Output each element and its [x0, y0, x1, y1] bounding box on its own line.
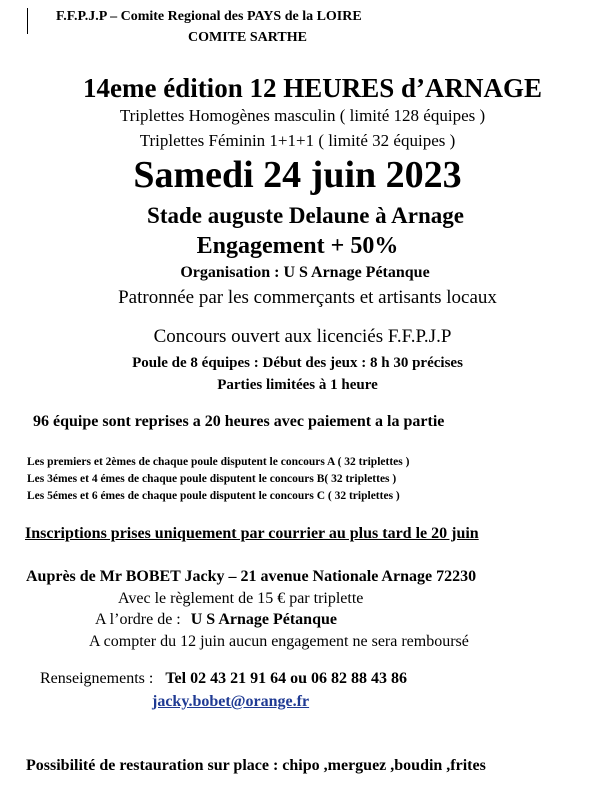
- margin-rule: [27, 8, 28, 34]
- organisation: Organisation : U S Arnage Pétanque: [180, 264, 430, 281]
- pools-start: Poule de 8 équipes : Début des jeux : 8 h 30 précises: [132, 355, 463, 371]
- refund-policy: A compter du 12 juin aucun engagement ne sera remboursé: [89, 633, 469, 650]
- concours-a: Les premiers et 2èmes de chaque poule disputent le concours A ( 32 triplettes ): [27, 456, 410, 468]
- contact-line: [40, 671, 407, 687]
- registration-notice: Inscriptions prises uniquement par courrier au plus tard le 20 juin: [25, 525, 479, 542]
- order-prefix: A l’ordre de :: [95, 611, 181, 628]
- registration-address: Auprès de Mr BOBET Jacky – 21 avenue Nationale Arnage 72230: [26, 568, 477, 585]
- event-title: 14eme édition 12 HEURES d’ARNAGE: [82, 73, 542, 103]
- committee-header: COMITE SARTHE: [188, 30, 307, 45]
- open-to-licensees: Concours ouvert aux licenciés F.F.P.J.P: [153, 326, 452, 347]
- category-women: Triplettes Féminin 1+1+1 ( limité 32 équipes ): [139, 131, 456, 150]
- time-limit: Parties limitées à 1 heure: [217, 377, 378, 393]
- evening-resumption: 96 équipe sont reprises a 20 heures avec paiement a la partie: [33, 413, 445, 430]
- concours-c: Les 5émes et 6 émes de chaque poule disputent le concours C ( 32 triplettes ): [27, 490, 400, 502]
- category-men: Triplettes Homogènes masculin ( limité 128 équipes ): [119, 106, 486, 125]
- federation-header: F.F.P.J.P – Comite Regional des PAYS de la LOIRE: [56, 9, 362, 24]
- event-date: Samedi 24 juin 2023: [133, 154, 462, 196]
- order-name: U S Arnage Pétanque: [190, 611, 337, 628]
- payment-order: [95, 612, 337, 628]
- event-venue: Stade auguste Delaune à Arnage: [147, 203, 464, 228]
- payment-info: Avec le règlement de 15 € par triplette: [118, 590, 364, 607]
- contact-email-link[interactable]: jacky.bobet@orange.fr: [152, 693, 310, 710]
- patronage: Patronnée par les commerçants et artisants locaux: [118, 287, 497, 308]
- contact-phones: Tel 02 43 21 91 64 ou 06 82 88 43 86: [165, 670, 407, 687]
- engagement: Engagement + 50%: [196, 233, 399, 259]
- food-info: Possibilité de restauration sur place : chipo ,merguez ,boudin ,frites: [26, 757, 486, 774]
- concours-b: Les 3émes et 4 émes de chaque poule disputent le concours B( 32 triplettes ): [27, 473, 397, 485]
- contact-label: Renseignements :: [40, 670, 154, 687]
